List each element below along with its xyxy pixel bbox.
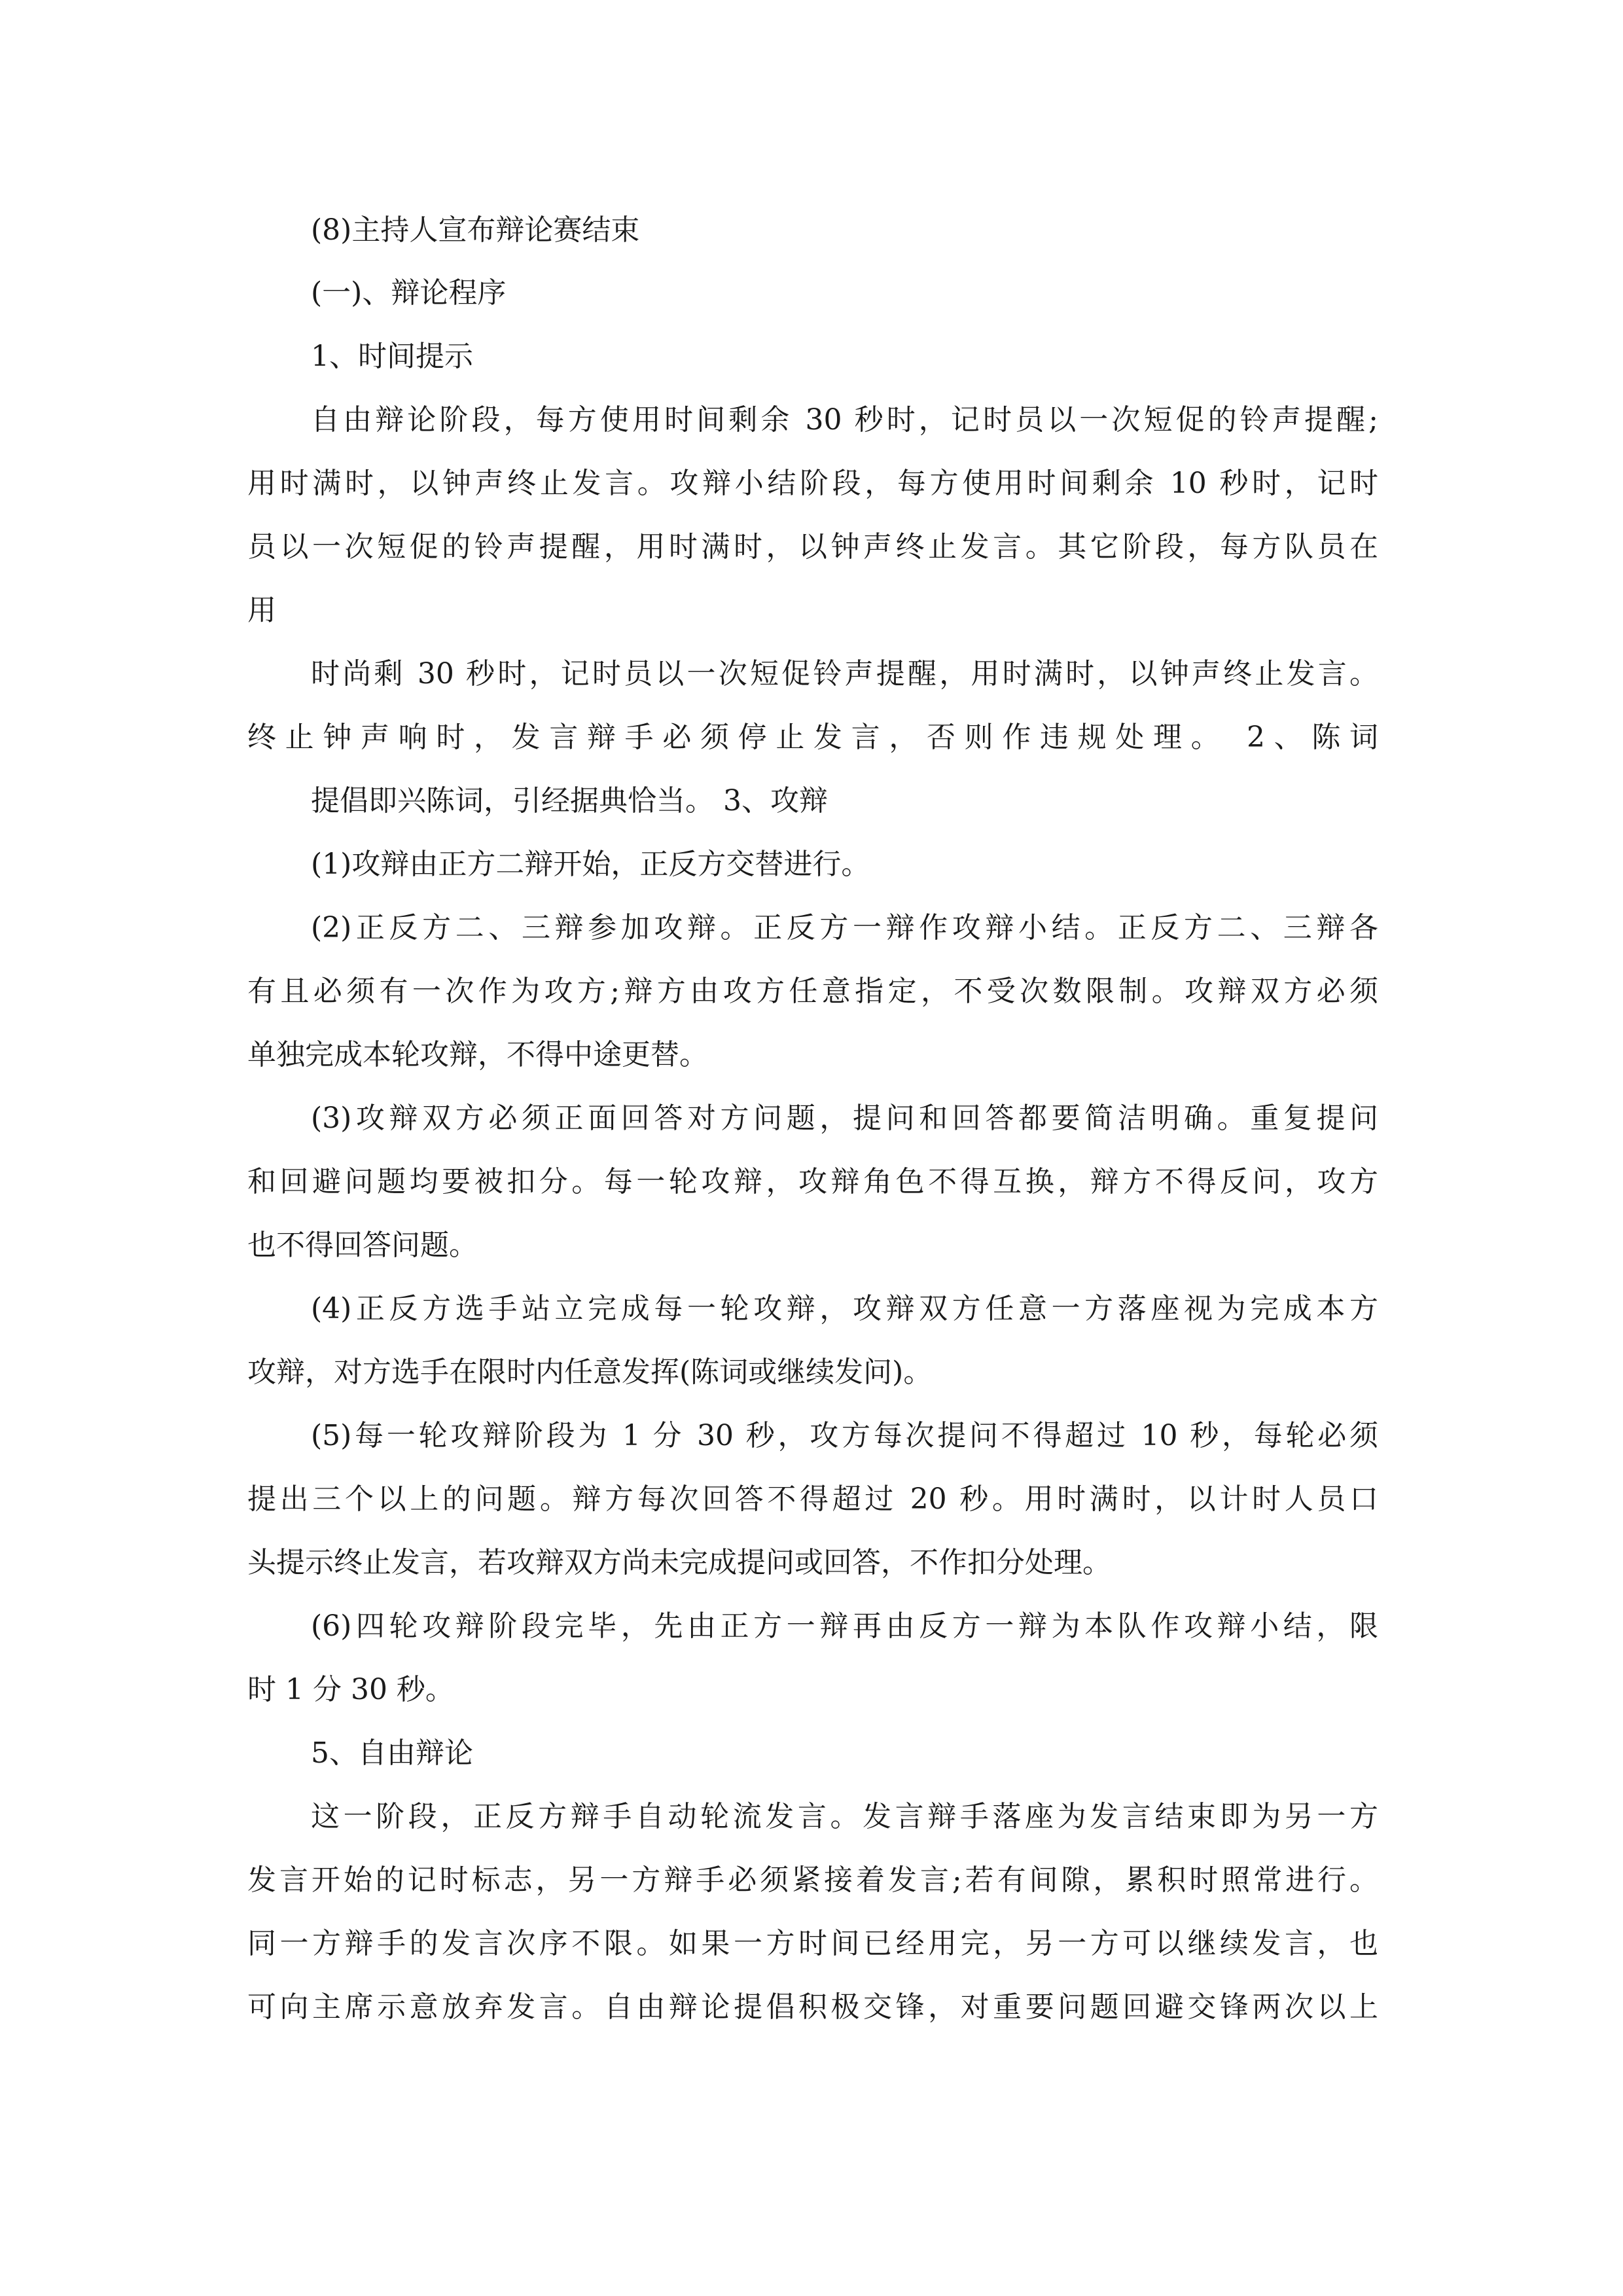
text-line-27: 发言开始的记时标志，另一方辩手必须紧接着发言;若有间隙，累积时照常进行。	[247, 1863, 1378, 1897]
text-line-23: (6)四轮攻辩阶段完毕，先由正方一辩再由反方一辩为本队作攻辩小结，限	[311, 1609, 1378, 1643]
text-line-19: 攻辩，对方选手在限时内任意发挥(陈词或继续发问)。	[247, 1355, 933, 1389]
text-line-14: 单独完成本轮攻辩，不得中途更替。	[247, 1038, 708, 1071]
text-line-5: 用时满时，以钟声终止发言。攻辩小结阶段，每方使用时间剩余 10 秒时，记时	[247, 467, 1378, 500]
text-line-6: 员以一次短促的铃声提醒，用时满时，以钟声终止发言。其它阶段，每方队员在	[247, 530, 1378, 564]
text-line-28: 同一方辩手的发言次序不限。如果一方时间已经用完，另一方可以继续发言，也	[247, 1927, 1378, 1960]
text-line-4: 自由辩论阶段，每方使用时间剩余 30 秒时，记时员以一次短促的铃声提醒;	[311, 403, 1378, 437]
text-line-15: (3)攻辩双方必须正面回答对方问题，提问和回答都要简洁明确。重复提问	[311, 1102, 1378, 1135]
text-line-20: (5)每一轮攻辩阶段为 1 分 30 秒，攻方每次提问不得超过 10 秒，每轮必须	[311, 1419, 1378, 1452]
text-line-18: (4)正反方选手站立完成每一轮攻辩，攻辩双方任意一方落座视为完成本方	[311, 1292, 1378, 1325]
text-line-8: 时尚剩 30 秒时，记时员以一次短促铃声提醒，用时满时，以钟声终止发言。	[311, 657, 1378, 691]
text-line-16: 和回避问题均要被扣分。每一轮攻辩，攻辩角色不得互换，辩方不得反问，攻方	[247, 1165, 1378, 1198]
text-line-7: 用	[247, 594, 276, 627]
text-line-12: (2)正反方二、三辩参加攻辩。正反方一辩作攻辩小结。正反方二、三辩各	[311, 911, 1378, 944]
text-line-26: 这一阶段，正反方辩手自动轮流发言。发言辩手落座为发言结束即为另一方	[311, 1800, 1378, 1833]
text-line-29: 可向主席示意放弃发言。自由辩论提倡积极交锋，对重要问题回避交锋两次以上	[247, 1990, 1378, 2024]
text-line-1: (8)主持人宣布辩论赛结束	[311, 213, 640, 247]
text-line-21: 提出三个以上的问题。辩方每次回答不得超过 20 秒。用时满时，以计时人员口	[247, 1482, 1378, 1516]
text-line-9: 终止钟声响时，发言辩手必须停止发言，否则作违规处理。 2、陈词	[247, 721, 1378, 754]
text-line-10: 提倡即兴陈词，引经据典恰当。 3、攻辩	[311, 784, 828, 817]
text-line-13: 有且必须有一次作为攻方;辩方由攻方任意指定，不受次数限制。攻辩双方必须	[247, 975, 1378, 1008]
text-line-22: 头提示终止发言，若攻辩双方尚未完成提问或回答，不作扣分处理。	[247, 1546, 1111, 1579]
subheading-time-prompt: 1、时间提示	[311, 340, 473, 373]
text-line-24: 时 1 分 30 秒。	[247, 1673, 454, 1706]
section-heading-debate-procedure: (一)、辩论程序	[311, 276, 507, 310]
subheading-free-debate: 5、自由辩论	[311, 1736, 473, 1770]
text-line-11: (1)攻辩由正方二辩开始，正反方交替进行。	[311, 848, 870, 881]
text-line-17: 也不得回答问题。	[247, 1229, 478, 1262]
